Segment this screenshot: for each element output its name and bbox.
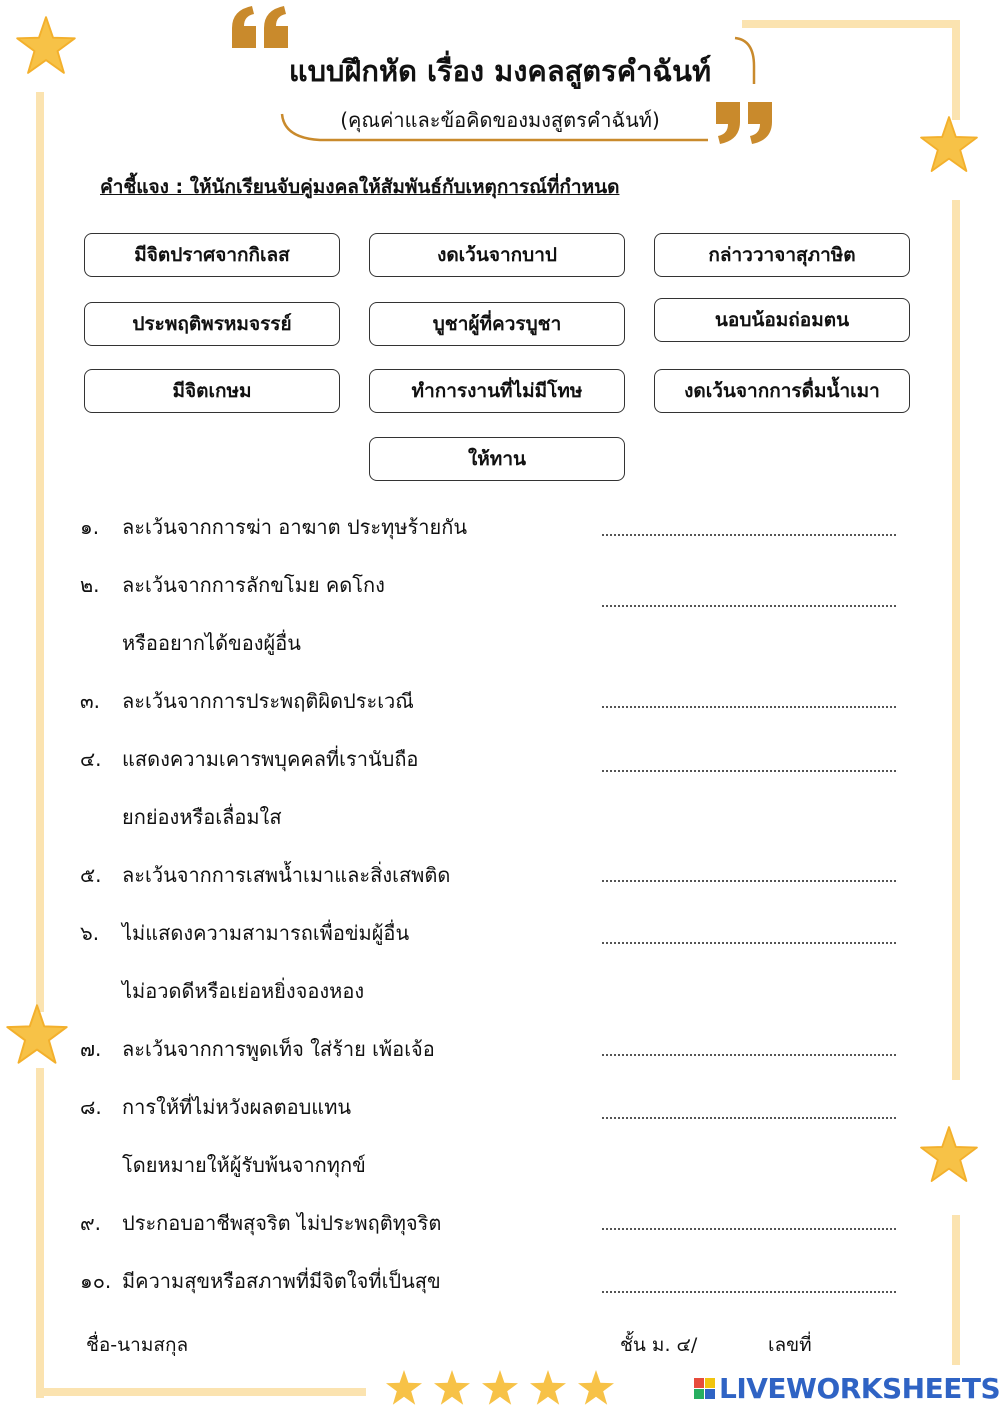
frame-right-line-lower — [952, 1215, 960, 1365]
star-icon — [432, 1368, 472, 1408]
question-text: แสดงความเคารพบุคคลที่เรานับถือ — [122, 747, 419, 771]
answer-blank[interactable] — [602, 942, 896, 944]
number-label: เลขที่ — [768, 1334, 812, 1356]
question-item — [80, 743, 418, 775]
question-number: ๓. — [80, 689, 101, 713]
question-text-continued: ไม่อวดดีหรือเย่อหยิ่งจองหอง — [122, 979, 365, 1003]
question-number: ๒. — [80, 573, 100, 597]
question-item — [80, 685, 414, 717]
question-text: ละเว้นจากการฆ่า อาฆาต ประทุษร้ายกัน — [122, 515, 467, 539]
answer-blank[interactable] — [602, 706, 896, 708]
frame-bottom-line — [36, 1388, 366, 1396]
question-item — [80, 569, 385, 601]
choice-card[interactable]: งดเว้นจากบาป — [369, 233, 625, 277]
question-text: ละเว้นจากการพูดเท็จ ใส่ร้าย เพ้อเจ้อ — [122, 1037, 435, 1061]
liveworksheets-logo — [694, 1372, 1000, 1405]
question-text: ละเว้นจากการเสพน้ำเมาและสิ่งเสพติด — [122, 863, 451, 887]
choice-card[interactable]: กล่าววาจาสุภาษิต — [654, 233, 910, 277]
choice-card[interactable]: นอบน้อมถ่อมตน — [654, 298, 910, 342]
question-number: ๗. — [80, 1037, 102, 1061]
answer-blank[interactable] — [602, 534, 896, 536]
question-text: การให้ที่ไม่หวังผลตอบแทน — [122, 1095, 352, 1119]
brand-name: LIVEWORKSHEETS — [719, 1372, 1000, 1405]
frame-left-line-lower — [36, 1068, 44, 1398]
question-number: ๑๐. — [80, 1269, 112, 1293]
answer-blank[interactable] — [602, 880, 896, 882]
name-label: ชื่อ-นามสกุล — [86, 1334, 189, 1356]
question-number: ๔. — [80, 747, 102, 771]
question-text-continued: โดยหมายให้ผู้รับพ้นจากทุกข์ — [122, 1153, 366, 1177]
question-text: ละเว้นจากการประพฤติผิดประเวณี — [122, 689, 414, 713]
question-text: มีความสุขหรือสภาพที่มีจิตใจที่เป็นสุข — [122, 1269, 441, 1293]
choice-card[interactable]: บูชาผู้ที่ควรบูชา — [369, 302, 625, 346]
frame-right-line-mid — [952, 200, 960, 1080]
star-icon — [576, 1368, 616, 1408]
question-item — [80, 917, 409, 949]
star-icon — [918, 114, 980, 176]
star-icon — [480, 1368, 520, 1408]
question-text: ไม่แสดงความสามารถเพื่อข่มผู้อื่น — [122, 921, 410, 945]
question-item — [80, 1033, 435, 1065]
question-item — [80, 1207, 441, 1239]
class-label: ชั้น ม. ๔/ — [620, 1334, 698, 1356]
answer-blank[interactable] — [602, 605, 896, 607]
answer-blank[interactable] — [602, 1054, 896, 1056]
question-item — [80, 859, 450, 891]
star-icon — [918, 1124, 980, 1186]
question-number: ๘. — [80, 1095, 102, 1119]
question-text-continued: หรืออยากได้ของผู้อื่น — [122, 631, 301, 655]
question-text: ประกอบอาชีพสุจริต ไม่ประพฤติทุจริต — [122, 1211, 442, 1235]
question-number: ๑. — [80, 515, 100, 539]
question-text: ละเว้นจากการลักขโมย คดโกง — [122, 573, 385, 597]
question-item — [80, 1265, 441, 1297]
frame-right-line — [952, 20, 960, 120]
choice-card[interactable]: ประพฤติพรหมจรรย์ — [84, 302, 340, 346]
answer-blank[interactable] — [602, 1117, 896, 1119]
question-number: ๖. — [80, 921, 100, 945]
choice-card[interactable]: งดเว้นจากการดื่มน้ำเมา — [654, 369, 910, 413]
frame-left-line — [36, 92, 44, 1012]
instruction-text: คำชี้แจง : ให้นักเรียนจับคู่มงคลให้สัมพันธ์กับเหตุการณ์ที่กำหนด — [100, 176, 620, 198]
choice-card[interactable]: มีจิตเกษม — [84, 369, 340, 413]
choice-card[interactable]: มีจิตปราศจากกิเลส — [84, 233, 340, 277]
question-item — [80, 511, 467, 543]
page-subtitle: (คุณค่าและข้อคิดของมงสูตรคำฉันท์) — [340, 108, 660, 132]
star-icon — [384, 1368, 424, 1408]
question-item — [80, 1091, 351, 1123]
choice-card[interactable]: ทำการงานที่ไม่มีโทษ — [369, 369, 625, 413]
frame-top-line — [742, 20, 952, 28]
page-title: แบบฝึกหัด เรื่อง มงคลสูตรคำฉันท์ — [288, 54, 712, 88]
answer-blank[interactable] — [602, 1291, 896, 1293]
star-icon — [528, 1368, 568, 1408]
question-number: ๕. — [80, 863, 102, 887]
star-icon — [4, 1002, 70, 1068]
question-text-continued: ยกย่องหรือเลื่อมใส — [122, 805, 282, 829]
choice-card[interactable]: ให้ทาน — [369, 437, 625, 481]
answer-blank[interactable] — [602, 770, 896, 772]
star-icon — [14, 14, 78, 78]
question-number: ๙. — [80, 1211, 102, 1235]
brand-grid-icon — [694, 1378, 715, 1399]
answer-blank[interactable] — [602, 1228, 896, 1230]
